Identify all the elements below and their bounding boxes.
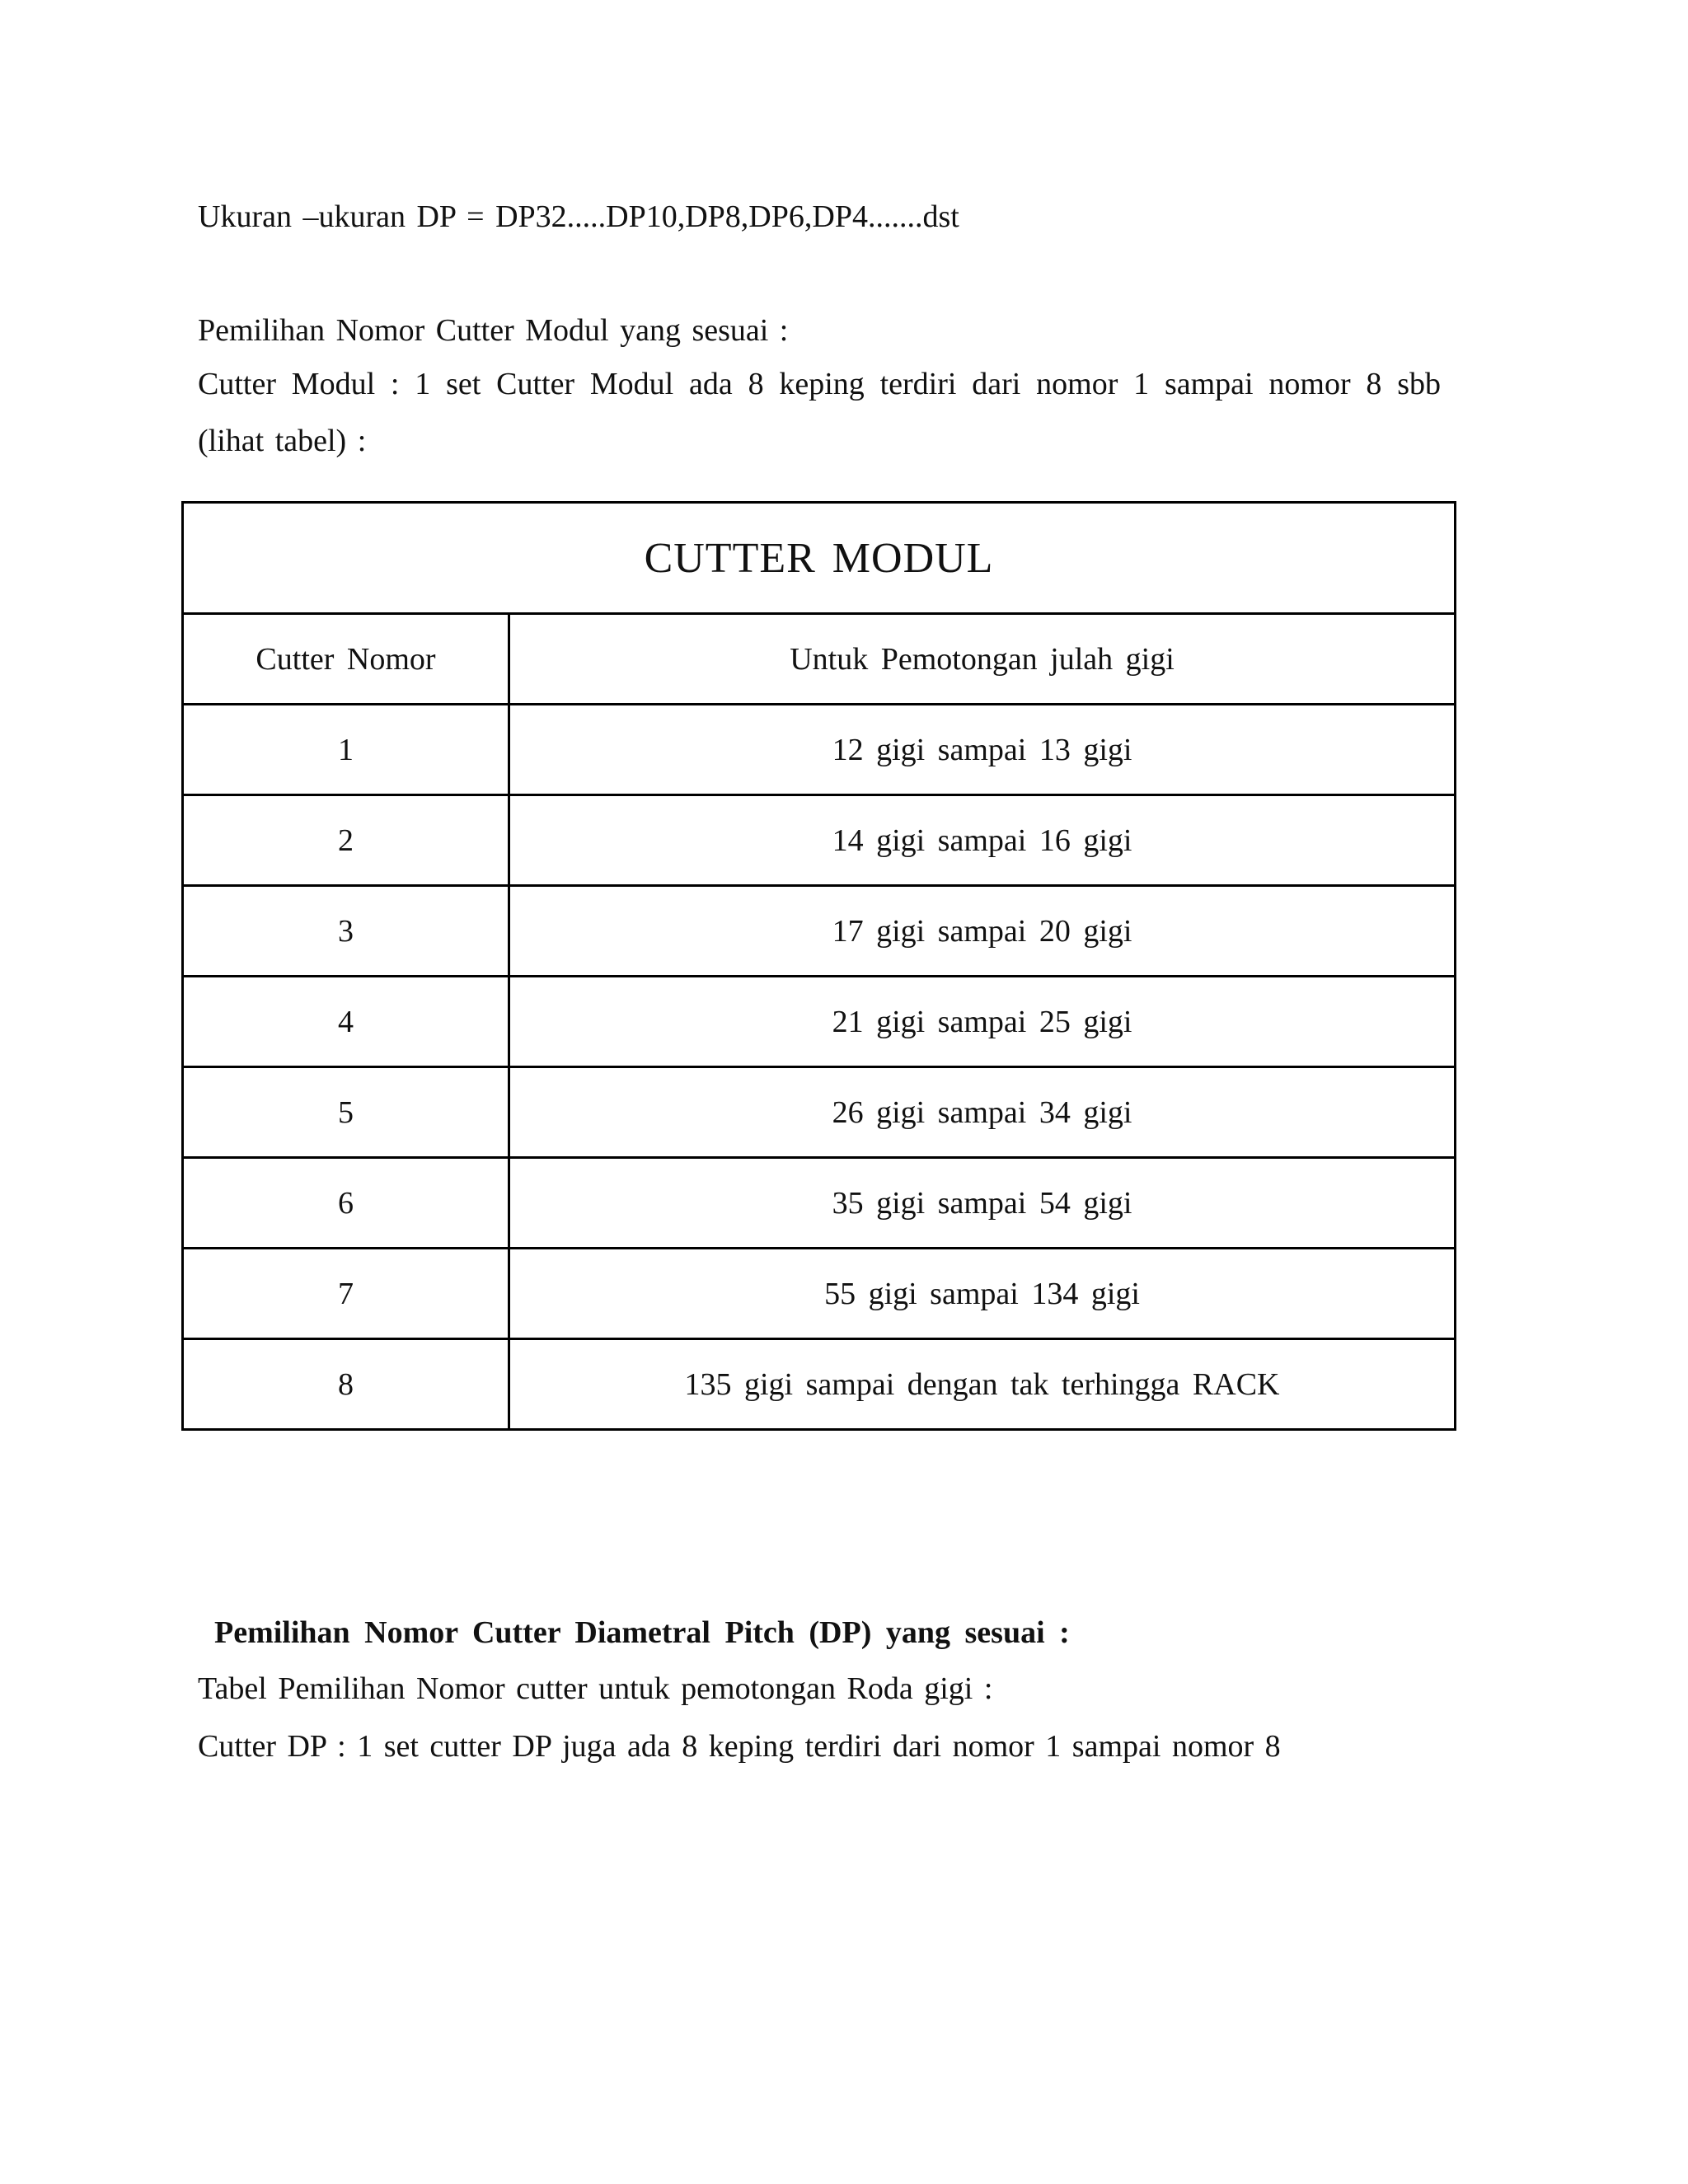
table-row bbox=[183, 705, 1456, 795]
teeth-range-cell: 35 gigi sampai 54 gigi bbox=[509, 1158, 1456, 1249]
table-header-row bbox=[183, 614, 1456, 705]
cutter-number-cell: 1 bbox=[183, 705, 509, 795]
table-title: CUTTER MODUL bbox=[183, 503, 1456, 614]
cutter-modul-table bbox=[181, 501, 1456, 1431]
modul-description: Cutter Modul : 1 set Cutter Modul ada 8 keping terdiri dari nomor 1 sampai nomor 8 sbb (lihat tabel) : bbox=[198, 367, 1441, 458]
teeth-range-cell: 14 gigi sampai 16 gigi bbox=[509, 795, 1456, 886]
header-cutter-nomor: Cutter Nomor bbox=[183, 614, 509, 705]
dp-selection-heading: Pemilihan Nomor Cutter Diametral Pitch (DP) yang sesuai : bbox=[214, 1615, 1070, 1650]
cutter-number-cell: 2 bbox=[183, 795, 509, 886]
dp-table-caption: Tabel Pemilihan Nomor cutter untuk pemotongan Roda gigi : bbox=[198, 1671, 993, 1706]
table-row bbox=[183, 1067, 1456, 1158]
table-row bbox=[183, 1249, 1456, 1339]
teeth-range-cell: 12 gigi sampai 13 gigi bbox=[509, 705, 1456, 795]
modul-selection-heading: Pemilihan Nomor Cutter Modul yang sesuai : bbox=[198, 313, 789, 348]
teeth-range-cell: 55 gigi sampai 134 gigi bbox=[509, 1249, 1456, 1339]
table-row bbox=[183, 1158, 1456, 1249]
table-row bbox=[183, 1339, 1456, 1430]
teeth-range-cell: 135 gigi sampai dengan tak terhingga RACK bbox=[509, 1339, 1456, 1430]
cutter-number-cell: 4 bbox=[183, 977, 509, 1067]
table-row bbox=[183, 886, 1456, 977]
teeth-range-cell: 17 gigi sampai 20 gigi bbox=[509, 886, 1456, 977]
dp-sizes-line: Ukuran –ukuran DP = DP32.....DP10,DP8,DP6,DP4.......dst bbox=[198, 199, 959, 234]
cutter-number-cell: 8 bbox=[183, 1339, 509, 1430]
cutter-number-cell: 6 bbox=[183, 1158, 509, 1249]
teeth-range-cell: 21 gigi sampai 25 gigi bbox=[509, 977, 1456, 1067]
table-row bbox=[183, 977, 1456, 1067]
cutter-number-cell: 7 bbox=[183, 1249, 509, 1339]
cutter-number-cell: 5 bbox=[183, 1067, 509, 1158]
cutter-number-cell: 3 bbox=[183, 886, 509, 977]
teeth-range-cell: 26 gigi sampai 34 gigi bbox=[509, 1067, 1456, 1158]
header-jumlah-gigi: Untuk Pemotongan julah gigi bbox=[509, 614, 1456, 705]
table-title-row bbox=[183, 503, 1456, 614]
dp-description: Cutter DP : 1 set cutter DP juga ada 8 keping terdiri dari nomor 1 sampai nomor 8 bbox=[198, 1729, 1281, 1764]
table-row bbox=[183, 795, 1456, 886]
